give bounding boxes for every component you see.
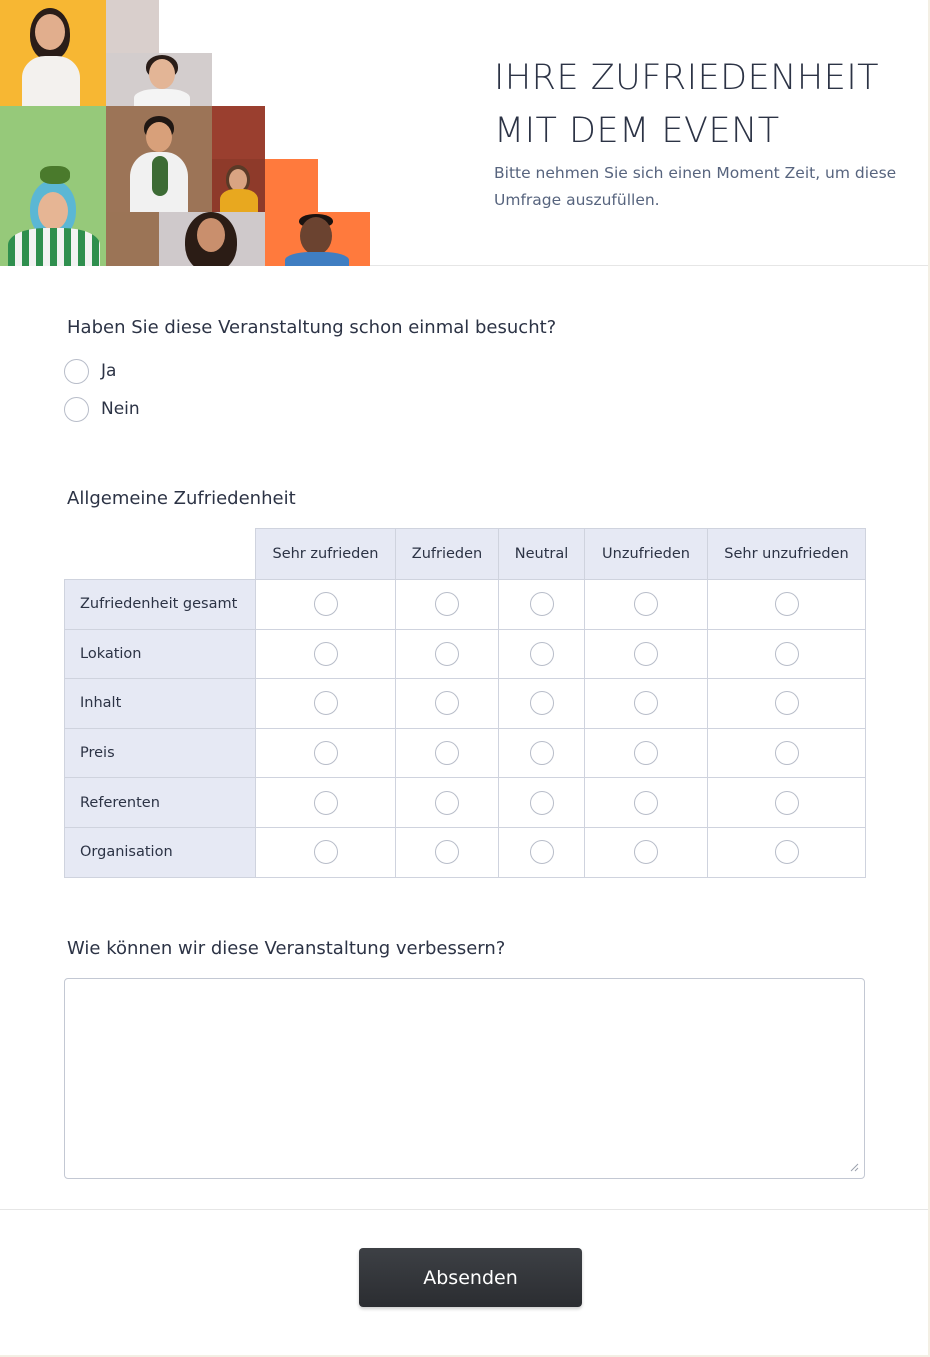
matrix-radio[interactable]: [314, 840, 338, 864]
matrix-radio[interactable]: [314, 642, 338, 666]
question-visited-before-label: Haben Sie diese Veranstaltung schon einmal besucht?: [67, 317, 557, 338]
footer-divider: [0, 1209, 928, 1210]
matrix-cell[interactable]: [708, 580, 866, 630]
matrix-cell[interactable]: [708, 827, 866, 877]
matrix-row: [65, 827, 866, 877]
photo-tile-man-orange: [265, 212, 370, 266]
matrix-col-header: Zufrieden: [396, 529, 499, 580]
matrix-radio[interactable]: [530, 592, 554, 616]
matrix-radio[interactable]: [530, 840, 554, 864]
photo-tile-woman-green: [0, 106, 106, 266]
matrix-cell[interactable]: [499, 778, 585, 828]
matrix-header-row: [65, 529, 866, 580]
photo-tile-woman-curly: [159, 212, 265, 266]
photo-tile-woman-yellow: [0, 0, 106, 106]
matrix-col-header: Sehr unzufrieden: [708, 529, 866, 580]
resize-grip-icon[interactable]: [849, 1162, 859, 1172]
page-title-line-2: MIT DEM EVENT: [494, 111, 780, 151]
matrix-corner: [65, 529, 256, 580]
photo-tile-man-headphones: [106, 53, 212, 106]
radio-circle-nein[interactable]: [64, 397, 89, 422]
matrix-radio[interactable]: [530, 642, 554, 666]
matrix-row: [65, 629, 866, 679]
matrix-row-label: Zufriedenheit gesamt: [65, 580, 256, 630]
radio-label-ja[interactable]: Ja: [101, 361, 117, 381]
matrix-cell[interactable]: [499, 580, 585, 630]
matrix-cell[interactable]: [499, 679, 585, 729]
matrix-radio[interactable]: [634, 642, 658, 666]
radio-label-nein[interactable]: Nein: [101, 399, 140, 419]
photo-tile-woman-yellow-shirt: [212, 159, 265, 212]
improvement-textarea[interactable]: [64, 978, 865, 1179]
matrix-cell[interactable]: [256, 728, 396, 778]
matrix-radio[interactable]: [775, 741, 799, 765]
matrix-radio[interactable]: [775, 592, 799, 616]
matrix-radio[interactable]: [634, 592, 658, 616]
matrix-cell[interactable]: [256, 827, 396, 877]
matrix-row-label: Inhalt: [65, 679, 256, 729]
matrix-cell[interactable]: [256, 679, 396, 729]
matrix-cell[interactable]: [396, 679, 499, 729]
matrix-radio[interactable]: [435, 791, 459, 815]
matrix-radio[interactable]: [435, 691, 459, 715]
radio-circle-ja[interactable]: [64, 359, 89, 384]
matrix-cell[interactable]: [585, 827, 708, 877]
page-title-line-1: IHRE ZUFRIEDENHEIT: [494, 58, 880, 98]
matrix-radio[interactable]: [530, 791, 554, 815]
matrix-cell[interactable]: [396, 778, 499, 828]
matrix-radio[interactable]: [634, 741, 658, 765]
photo-tile-orange: [265, 159, 318, 212]
matrix-row: [65, 679, 866, 729]
submit-button[interactable]: Absenden: [359, 1248, 582, 1307]
matrix-cell[interactable]: [499, 629, 585, 679]
matrix-col-header: Unzufrieden: [585, 529, 708, 580]
matrix-cell[interactable]: [396, 728, 499, 778]
matrix-row: [65, 778, 866, 828]
matrix-cell[interactable]: [256, 629, 396, 679]
matrix-radio[interactable]: [314, 791, 338, 815]
matrix-radio[interactable]: [530, 741, 554, 765]
matrix-row-label: Referenten: [65, 778, 256, 828]
photo-tile-blank: [106, 0, 159, 53]
matrix-cell[interactable]: [256, 580, 396, 630]
matrix-row: [65, 580, 866, 630]
matrix-radio[interactable]: [435, 741, 459, 765]
matrix-cell[interactable]: [585, 778, 708, 828]
matrix-radio[interactable]: [634, 691, 658, 715]
satisfaction-matrix: [64, 528, 866, 878]
matrix-radio[interactable]: [634, 840, 658, 864]
page-subtitle: Bitte nehmen Sie sich einen Moment Zeit, um diese Umfrage auszufüllen.: [494, 164, 897, 209]
matrix-cell[interactable]: [396, 629, 499, 679]
matrix-cell[interactable]: [396, 827, 499, 877]
matrix-cell[interactable]: [256, 778, 396, 828]
photo-tile-red: [212, 106, 265, 159]
matrix-cell[interactable]: [585, 629, 708, 679]
matrix-radio[interactable]: [435, 840, 459, 864]
matrix-cell[interactable]: [708, 679, 866, 729]
matrix-col-header: Sehr zufrieden: [256, 529, 396, 580]
photo-tile-man-cactus: [106, 106, 212, 212]
matrix-question-label: Allgemeine Zufriedenheit: [67, 488, 296, 509]
matrix-row-label: Preis: [65, 728, 256, 778]
matrix-radio[interactable]: [530, 691, 554, 715]
matrix-cell[interactable]: [708, 629, 866, 679]
matrix-radio[interactable]: [314, 741, 338, 765]
matrix-col-header: Neutral: [499, 529, 585, 580]
header-photo-mosaic: [0, 0, 370, 266]
radio-option-ja[interactable]: [64, 358, 116, 384]
matrix-cell[interactable]: [585, 580, 708, 630]
matrix-row-label: Lokation: [65, 629, 256, 679]
matrix-cell[interactable]: [396, 580, 499, 630]
matrix-row-label: Organisation: [65, 827, 256, 877]
matrix-radio[interactable]: [435, 592, 459, 616]
matrix-radio[interactable]: [314, 592, 338, 616]
matrix-cell[interactable]: [585, 728, 708, 778]
question-improve-label: Wie können wir diese Veranstaltung verbessern?: [67, 938, 506, 959]
matrix-radio[interactable]: [314, 691, 338, 715]
matrix-cell[interactable]: [708, 728, 866, 778]
matrix-radio[interactable]: [634, 791, 658, 815]
matrix-radio[interactable]: [435, 642, 459, 666]
matrix-cell[interactable]: [585, 679, 708, 729]
photo-tile-brown: [106, 212, 159, 266]
form-header: [0, 0, 928, 266]
matrix-row: [65, 728, 866, 778]
matrix-cell[interactable]: [708, 778, 866, 828]
matrix-radio[interactable]: [775, 840, 799, 864]
matrix-radio[interactable]: [775, 691, 799, 715]
matrix-radio[interactable]: [775, 642, 799, 666]
matrix-cell[interactable]: [499, 728, 585, 778]
page-title: [494, 52, 914, 158]
radio-option-nein[interactable]: [64, 396, 140, 422]
matrix-cell[interactable]: [499, 827, 585, 877]
matrix-radio[interactable]: [775, 791, 799, 815]
